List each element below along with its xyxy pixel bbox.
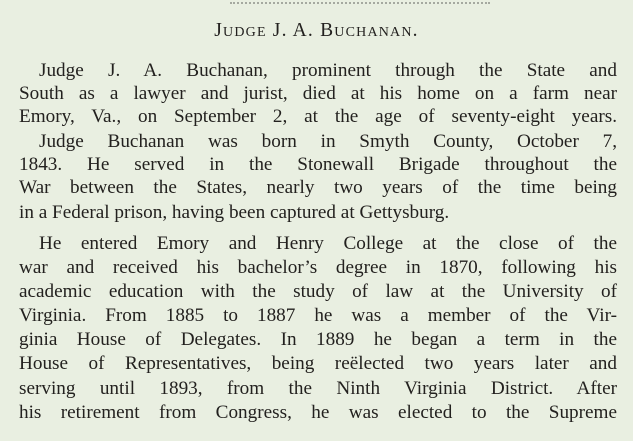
article-title: Judge J. A. Buchanan. (214, 20, 419, 41)
paragraph-line: War between the States, nearly two years of the time being (19, 177, 617, 198)
paragraph-line: ginia House of Delegates. In 1889 he began a term in the (19, 329, 617, 350)
cropped-previous-line (230, 0, 490, 4)
paragraph-line: 1843. He served in the Stonewall Brigade throughout the (19, 154, 617, 175)
paragraph-line: House of Representatives, being reëlected two years later and (19, 353, 617, 374)
paragraph-line: academic education with the study of law at the University of (19, 281, 617, 302)
paragraph-line: He entered Emory and Henry College at the close of the (39, 233, 617, 254)
paragraph-line: South as a lawyer and jurist, died at his home on a farm near (19, 83, 617, 104)
paragraph-line: his retirement from Congress, he was elected to the Supreme (19, 402, 617, 423)
paragraph-line: Judge Buchanan was born in Smyth County, October 7, (39, 131, 617, 152)
paragraph-line: serving until 1893, from the Ninth Virginia District. After (19, 378, 617, 399)
paragraph-line: Virginia. From 1885 to 1887 he was a member of the Vir- (19, 305, 617, 326)
paragraph-line: Judge J. A. Buchanan, prominent through the State and (39, 60, 617, 81)
paragraph-line: war and received his bachelor’s degree in 1870, following his (19, 257, 617, 278)
paragraph-line: Emory, Va., on September 2, at the age of seventy-eight years. (19, 106, 617, 127)
paragraph-line: in a Federal prison, having been captured at Gettysburg. (19, 202, 450, 223)
